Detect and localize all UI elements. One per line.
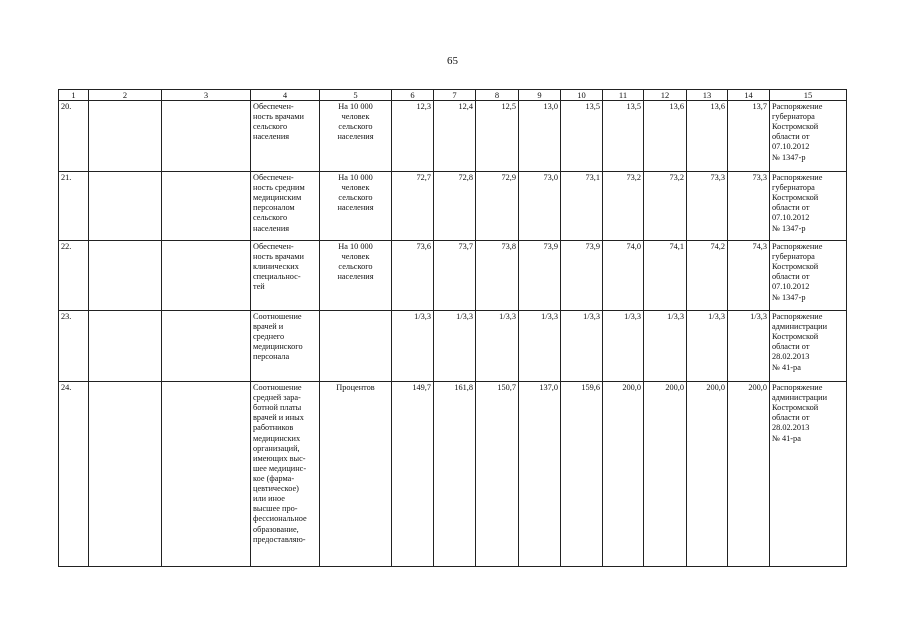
header-cell: 9 bbox=[519, 90, 561, 101]
row-number: 21. bbox=[59, 172, 89, 241]
indicator-line: Обеспечен- bbox=[253, 173, 294, 182]
header-cell: 11 bbox=[603, 90, 644, 101]
value-cell: 1/3,3 bbox=[476, 311, 519, 382]
document-line: области от bbox=[772, 203, 810, 213]
value-cell: 72,8 bbox=[434, 172, 476, 241]
indicator-line: ность средним bbox=[253, 183, 305, 193]
indicator-line: врачей и bbox=[253, 322, 284, 332]
document-line: 07.10.2012 bbox=[772, 142, 810, 152]
indicator-line: сельского bbox=[253, 213, 288, 223]
page-number: 65 bbox=[447, 55, 458, 67]
document-line: области от bbox=[772, 413, 810, 423]
row-number: 20. bbox=[59, 101, 89, 172]
header-cell: 15 bbox=[770, 90, 847, 101]
empty-cell-col2 bbox=[89, 311, 162, 382]
value-cell: 73,3 bbox=[728, 172, 770, 241]
indicator-cell bbox=[251, 241, 320, 311]
indicator-line: среднего bbox=[253, 332, 285, 342]
value-cell: 13,0 bbox=[519, 101, 561, 172]
indicator-line: имеющих выс- bbox=[253, 453, 306, 463]
value-cell: 1/3,3 bbox=[644, 311, 687, 382]
indicator-line: предоставляю- bbox=[253, 534, 306, 544]
value-cell: 200,0 bbox=[644, 382, 687, 567]
value-cell: 13,5 bbox=[561, 101, 603, 172]
indicator-line: сельского bbox=[253, 122, 288, 132]
indicator-line: организаций, bbox=[253, 443, 300, 453]
value-cell: 72,9 bbox=[476, 172, 519, 241]
header-cell: 2 bbox=[89, 90, 162, 101]
indicator-line: ботной платы bbox=[253, 403, 302, 413]
value-cell: 73,2 bbox=[603, 172, 644, 241]
document-line: № 41-ра bbox=[772, 433, 801, 443]
value-cell: 74,2 bbox=[687, 241, 728, 311]
value-cell: 159,6 bbox=[561, 382, 603, 567]
indicator-line: средней зара- bbox=[253, 393, 301, 403]
indicator-line: цевтическое) bbox=[253, 484, 299, 494]
document-line: области от bbox=[772, 342, 810, 352]
indicator-line: Обеспечен- bbox=[253, 102, 294, 111]
indicator-line: Соотношение bbox=[253, 312, 302, 321]
value-cell: 13,5 bbox=[603, 101, 644, 172]
empty-cell-col2 bbox=[89, 382, 162, 567]
header-cell: 12 bbox=[644, 90, 687, 101]
document-line: № 41-ра bbox=[772, 362, 801, 372]
value-cell: 1/3,3 bbox=[603, 311, 644, 382]
header-cell: 13 bbox=[687, 90, 728, 101]
unit-cell bbox=[320, 382, 392, 567]
header-cell: 14 bbox=[728, 90, 770, 101]
value-cell: 150,7 bbox=[476, 382, 519, 567]
unit-line: сельского bbox=[338, 122, 373, 132]
header-cell: 6 bbox=[392, 90, 434, 101]
indicator-line: медицинским bbox=[253, 193, 302, 203]
indicator-line: населения bbox=[253, 132, 290, 142]
row-number: 23. bbox=[59, 311, 89, 382]
indicator-line: образование, bbox=[253, 524, 299, 534]
document-line: Распоряжение bbox=[772, 242, 823, 251]
value-cell: 73,0 bbox=[519, 172, 561, 241]
unit-line: Процентов bbox=[336, 383, 375, 392]
document-line: 07.10.2012 bbox=[772, 282, 810, 292]
indicator-line: работников bbox=[253, 423, 294, 433]
document-line: администрации bbox=[772, 322, 828, 332]
value-cell: 1/3,3 bbox=[519, 311, 561, 382]
unit-line: населения bbox=[337, 203, 374, 213]
document-line: 28.02.2013 bbox=[772, 352, 810, 362]
document-line: губернатора bbox=[772, 183, 815, 193]
value-cell: 1/3,3 bbox=[434, 311, 476, 382]
indicator-line: персоналом bbox=[253, 203, 295, 213]
header-cell: 4 bbox=[251, 90, 320, 101]
value-cell: 74,0 bbox=[603, 241, 644, 311]
document-line: № 1347-р bbox=[772, 223, 806, 233]
document-line: Распоряжение bbox=[772, 312, 823, 321]
document-line: № 1347-р bbox=[772, 292, 806, 302]
document-line: Костромской bbox=[772, 403, 819, 413]
table-row bbox=[59, 311, 847, 382]
unit-line: На 10 000 bbox=[338, 242, 373, 251]
empty-cell-col2 bbox=[89, 172, 162, 241]
value-cell: 73,2 bbox=[644, 172, 687, 241]
value-cell: 13,6 bbox=[687, 101, 728, 172]
indicator-line: кое (фарма- bbox=[253, 473, 295, 483]
document-cell bbox=[770, 241, 847, 311]
indicator-line: тей bbox=[253, 282, 265, 292]
document-line: № 1347-р bbox=[772, 152, 806, 162]
value-cell: 12,4 bbox=[434, 101, 476, 172]
document-line: губернатора bbox=[772, 252, 815, 262]
unit-cell bbox=[320, 101, 392, 172]
value-cell: 1/3,3 bbox=[728, 311, 770, 382]
indicator-line: высшее про- bbox=[253, 504, 298, 514]
value-cell: 1/3,3 bbox=[561, 311, 603, 382]
header-cell: 3 bbox=[162, 90, 251, 101]
value-cell: 200,0 bbox=[728, 382, 770, 567]
unit-line: человек bbox=[341, 112, 370, 122]
unit-line: человек bbox=[341, 183, 370, 193]
unit-line: сельского bbox=[338, 262, 373, 272]
indicator-line: фессиональное bbox=[253, 514, 307, 524]
value-cell: 72,7 bbox=[392, 172, 434, 241]
indicator-line: Соотношение bbox=[253, 383, 302, 392]
document-line: области от bbox=[772, 272, 810, 282]
document-line: администрации bbox=[772, 393, 828, 403]
header-cell: 7 bbox=[434, 90, 476, 101]
empty-cell-col3 bbox=[162, 311, 251, 382]
empty-cell-col2 bbox=[89, 241, 162, 311]
value-cell: 200,0 bbox=[687, 382, 728, 567]
indicator-line: или иное bbox=[253, 494, 285, 504]
table-row bbox=[59, 172, 847, 241]
header-cell: 8 bbox=[476, 90, 519, 101]
value-cell: 73,7 bbox=[434, 241, 476, 311]
indicator-cell bbox=[251, 382, 320, 567]
value-cell: 13,7 bbox=[728, 101, 770, 172]
document-line: Распоряжение bbox=[772, 173, 823, 182]
document-line: Костромской bbox=[772, 193, 819, 203]
indicator-cell bbox=[251, 311, 320, 382]
indicator-line: Обеспечен- bbox=[253, 242, 294, 251]
value-cell: 12,3 bbox=[392, 101, 434, 172]
unit-line: На 10 000 bbox=[338, 102, 373, 111]
empty-cell-col3 bbox=[162, 172, 251, 241]
indicator-line: шее медицинс- bbox=[253, 463, 307, 473]
empty-cell-col2 bbox=[89, 101, 162, 172]
value-cell: 137,0 bbox=[519, 382, 561, 567]
indicator-line: персонала bbox=[253, 352, 290, 362]
header-cell: 10 bbox=[561, 90, 603, 101]
unit-cell bbox=[320, 311, 392, 382]
table-row bbox=[59, 241, 847, 311]
header-row bbox=[59, 90, 847, 101]
indicator-line: населения bbox=[253, 223, 290, 233]
indicator-cell bbox=[251, 172, 320, 241]
unit-line: человек bbox=[341, 252, 370, 262]
document-cell bbox=[770, 311, 847, 382]
indicator-line: ность врачами bbox=[253, 252, 304, 262]
unit-cell bbox=[320, 241, 392, 311]
value-cell: 1/3,3 bbox=[687, 311, 728, 382]
document-line: губернатора bbox=[772, 112, 815, 122]
value-cell: 13,6 bbox=[644, 101, 687, 172]
value-cell: 74,3 bbox=[728, 241, 770, 311]
value-cell: 73,9 bbox=[561, 241, 603, 311]
row-number: 22. bbox=[59, 241, 89, 311]
header-cell: 1 bbox=[59, 90, 89, 101]
document-line: Костромской bbox=[772, 262, 819, 272]
indicator-line: ность врачами bbox=[253, 112, 304, 122]
document-cell bbox=[770, 172, 847, 241]
unit-line: сельского bbox=[338, 193, 373, 203]
value-cell: 73,3 bbox=[687, 172, 728, 241]
value-cell: 74,1 bbox=[644, 241, 687, 311]
unit-line: населения bbox=[337, 132, 374, 142]
value-cell: 200,0 bbox=[603, 382, 644, 567]
value-cell: 149,7 bbox=[392, 382, 434, 567]
unit-cell bbox=[320, 172, 392, 241]
row-number: 24. bbox=[59, 382, 89, 567]
table-row bbox=[59, 101, 847, 172]
document-line: Распоряжение bbox=[772, 383, 823, 392]
empty-cell-col3 bbox=[162, 241, 251, 311]
indicator-line: медицинских bbox=[253, 433, 301, 443]
document-line: 07.10.2012 bbox=[772, 213, 810, 223]
document-line: Распоряжение bbox=[772, 102, 823, 111]
table-row bbox=[59, 382, 847, 567]
indicator-line: медицинского bbox=[253, 342, 303, 352]
indicators-table bbox=[58, 89, 847, 567]
document-line: области от bbox=[772, 132, 810, 142]
indicator-cell bbox=[251, 101, 320, 172]
value-cell: 161,8 bbox=[434, 382, 476, 567]
document-line: Костромской bbox=[772, 332, 819, 342]
value-cell: 73,6 bbox=[392, 241, 434, 311]
value-cell: 73,9 bbox=[519, 241, 561, 311]
value-cell: 1/3,3 bbox=[392, 311, 434, 382]
value-cell: 12,5 bbox=[476, 101, 519, 172]
unit-line: населения bbox=[337, 272, 374, 282]
document-line: Костромской bbox=[772, 122, 819, 132]
indicator-line: специальнос- bbox=[253, 272, 301, 282]
unit-line: На 10 000 bbox=[338, 173, 373, 182]
value-cell: 73,1 bbox=[561, 172, 603, 241]
empty-cell-col3 bbox=[162, 382, 251, 567]
empty-cell-col3 bbox=[162, 101, 251, 172]
indicator-line: врачей и иных bbox=[253, 413, 304, 423]
document-cell bbox=[770, 382, 847, 567]
indicator-line: клинических bbox=[253, 262, 299, 272]
header-cell: 5 bbox=[320, 90, 392, 101]
value-cell: 73,8 bbox=[476, 241, 519, 311]
document-line: 28.02.2013 bbox=[772, 423, 810, 433]
document-cell bbox=[770, 101, 847, 172]
